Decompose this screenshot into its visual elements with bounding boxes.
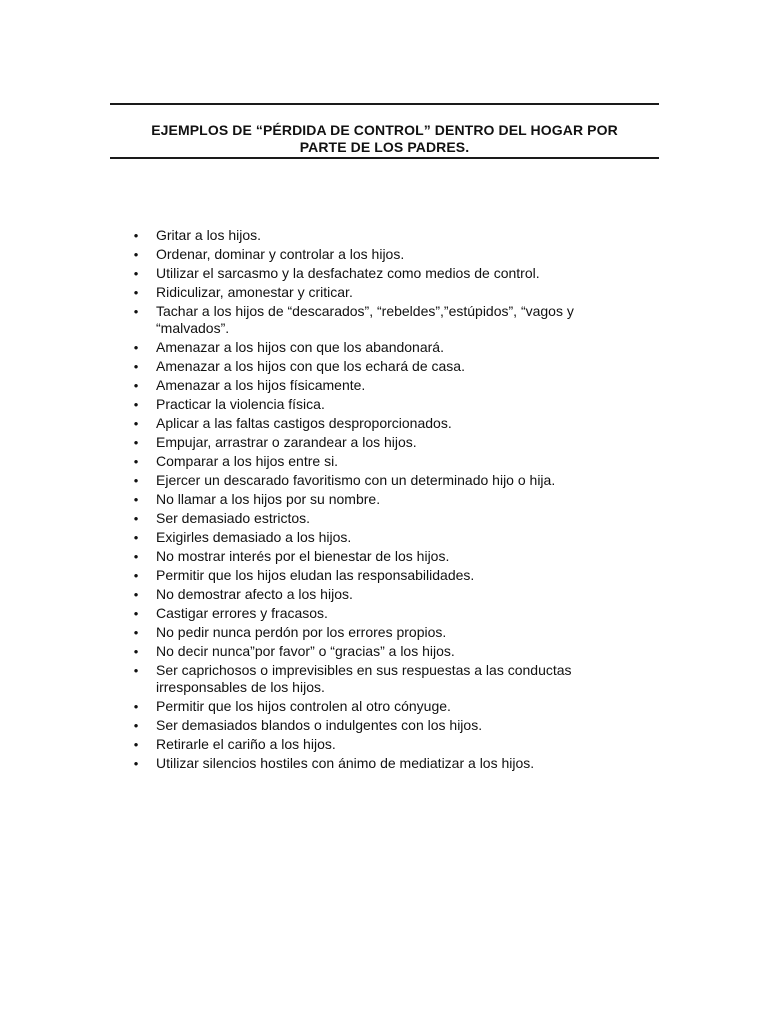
list-item-text: Ejercer un descarado favoritismo con un determinado hijo o hija. (156, 472, 556, 488)
list-item (130, 434, 650, 451)
list-item (130, 339, 650, 356)
list-item-text: Practicar la violencia física. (156, 396, 325, 412)
bullet-icon: • (133, 340, 139, 355)
list-item-text: Castigar errores y fracasos. (156, 605, 328, 621)
list-item-text: No llamar a los hijos por su nombre. (156, 491, 381, 507)
list-item-text: Comparar a los hijos entre si. (156, 453, 339, 469)
bullet-icon: • (133, 663, 139, 678)
bullet-icon: • (133, 285, 139, 300)
list-item (130, 586, 650, 603)
bullet-icon: • (133, 756, 139, 771)
list-item (130, 284, 650, 301)
list-item (130, 415, 650, 432)
bullet-icon: • (133, 359, 139, 374)
bullet-icon: • (133, 492, 139, 507)
list-item (130, 548, 650, 565)
list-item-text: Retirarle el cariño a los hijos. (156, 736, 336, 752)
list-item-text: No decir nunca”por favor” o “gracias” a los hijos. (156, 643, 455, 659)
list-item (130, 227, 650, 244)
list-item (130, 453, 650, 470)
list-item-text: Permitir que los hijos controlen al otro cónyuge. (156, 698, 451, 714)
list-item (130, 396, 650, 413)
bullet-icon: • (133, 644, 139, 659)
list-item (130, 662, 650, 696)
title-line-1: EJEMPLOS DE “PÉRDIDA DE CONTROL” DENTRO DEL HOGAR POR (151, 122, 618, 138)
bullet-icon: • (133, 699, 139, 714)
list-item (130, 567, 650, 584)
list-item (130, 643, 650, 660)
list-item (130, 717, 650, 734)
list-item (130, 736, 650, 753)
list-item-text: Amenazar a los hijos con que los echará de casa. (156, 358, 465, 374)
bullet-icon: • (133, 511, 139, 526)
bullet-list (130, 227, 650, 774)
top-rule (110, 103, 659, 105)
list-item (130, 358, 650, 375)
bullet-icon: • (133, 266, 139, 281)
bullet-icon: • (133, 587, 139, 602)
bullet-icon: • (133, 454, 139, 469)
list-item (130, 265, 650, 282)
bullet-icon: • (133, 473, 139, 488)
bullet-icon: • (133, 568, 139, 583)
bullet-icon: • (133, 606, 139, 621)
bullet-icon: • (133, 228, 139, 243)
list-item-text: Amenazar a los hijos con que los abandonará. (156, 339, 444, 355)
list-item-text: Ridiculizar, amonestar y criticar. (156, 284, 353, 300)
list-item (130, 472, 650, 489)
bullet-icon: • (133, 397, 139, 412)
list-item-text: Utilizar silencios hostiles con ánimo de mediatizar a los hijos. (156, 755, 535, 771)
list-item-text: Gritar a los hijos. (156, 227, 262, 243)
list-item-text: Ser demasiado estrictos. (156, 510, 311, 526)
title-line-2: PARTE DE LOS PADRES. (299, 139, 470, 155)
bullet-icon: • (133, 718, 139, 733)
list-item-text: Ordenar, dominar y controlar a los hijos. (156, 246, 405, 262)
list-item-text: Ser demasiados blandos o indulgentes con los hijos. (156, 717, 483, 733)
list-item-text: Amenazar a los hijos físicamente. (156, 377, 366, 393)
bullet-icon: • (133, 435, 139, 450)
list-item (130, 303, 650, 337)
list-item-text: Empujar, arrastrar o zarandear a los hijos. (156, 434, 417, 450)
list-item-text: Tachar a los hijos de “descarados”, “rebeldes”,”estúpidos”, “vagos y “malvados”. (156, 303, 574, 336)
list-item (130, 624, 650, 641)
bullet-icon: • (133, 625, 139, 640)
list-item-text: Aplicar a las faltas castigos desproporcionados. (156, 415, 452, 431)
list-item (130, 755, 650, 772)
document-title (110, 122, 659, 156)
bullet-icon: • (133, 549, 139, 564)
list-item (130, 491, 650, 508)
list-item (130, 377, 650, 394)
bottom-rule (110, 157, 659, 159)
bullet-icon: • (133, 304, 139, 319)
list-item-text: No mostrar interés por el bienestar de los hijos. (156, 548, 450, 564)
list-item (130, 246, 650, 263)
list-item (130, 698, 650, 715)
bullet-icon: • (133, 530, 139, 545)
list-item-text: Permitir que los hijos eludan las responsabilidades. (156, 567, 475, 583)
list-item-text: Ser caprichosos o imprevisibles en sus respuestas a las conductas irresponsables de los hijos. (156, 662, 572, 695)
bullet-icon: • (133, 378, 139, 393)
list-item-text: No demostrar afecto a los hijos. (156, 586, 353, 602)
list-item-text: Exigirles demasiado a los hijos. (156, 529, 352, 545)
list-item-text: No pedir nunca perdón por los errores propios. (156, 624, 447, 640)
bullet-icon: • (133, 737, 139, 752)
list-item (130, 529, 650, 546)
list-item (130, 605, 650, 622)
list-item-text: Utilizar el sarcasmo y la desfachatez como medios de control. (156, 265, 540, 281)
bullet-icon: • (133, 416, 139, 431)
list-item (130, 510, 650, 527)
bullet-icon: • (133, 247, 139, 262)
